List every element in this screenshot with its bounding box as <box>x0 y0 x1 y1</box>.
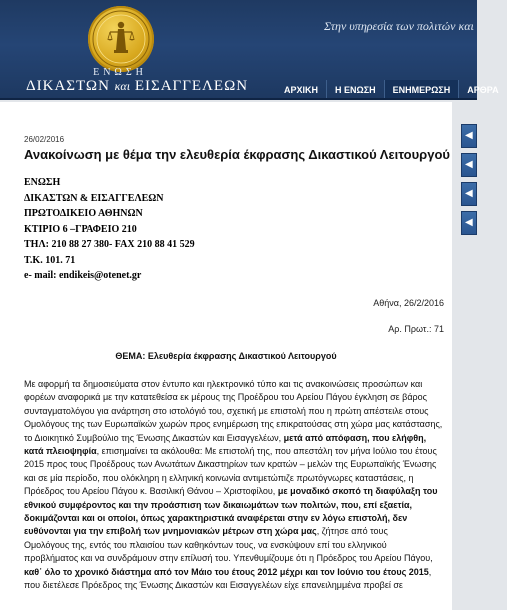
body-bold-text: εθνικού συμφέροντος και την προάσπιση των δικαιωμάτων των πολιτών, που, επί εξαετία, <box>24 499 413 510</box>
article-panel <box>0 102 452 610</box>
body-line <box>24 512 424 525</box>
body-line <box>24 525 424 538</box>
body-text-segment: φορέων αναφορικά με την κατατεθείσα εκ μέρους της Προέδρου του Αρείου Πάγου έγκληση σε βάρος <box>24 392 428 403</box>
place-date: Αθήνα, 26/2/2016 <box>373 298 444 308</box>
address-line: ΤΗΛ: 210 88 27 380- FAX 210 88 41 529 <box>24 239 195 250</box>
body-text-segment: συνταγματολόγου για ανάρτηση στο ιστολόγιό του, σχετική με επιστολή που η πρώτη απέστειλε στους <box>24 405 429 416</box>
sender-address <box>24 175 424 284</box>
body-bold-text: ευθύνονται για την επιβολή των μνημονιακών μέτρων στη χώρα μας <box>24 526 317 537</box>
body-text-segment: , ζήτησε από τους <box>316 526 388 537</box>
share-icon: ◀ <box>465 159 473 170</box>
brand-title[interactable] <box>26 78 249 95</box>
nav-item-articles[interactable]: ΑΡΘΡΑ <box>458 80 506 100</box>
side-tab-button[interactable] <box>461 211 477 235</box>
body-bold-text: καθ᾽ όλο το χρονικό διάστημα από τον Μάιο του έτους 2012 μέχρι και τον Ιούνιο του έτους 2015 <box>24 566 429 577</box>
side-tab-button[interactable] <box>461 153 477 177</box>
body-text-segment: Πρόεδρος του Αρείου Πάγου κ. Βασιλική Θάνου – Χριστοφίλου, <box>24 486 278 497</box>
body-line <box>24 418 443 431</box>
address-line: ΠΡΩΤΟΔΙΚΕΙΟ ΑΘΗΝΩΝ <box>24 208 143 219</box>
body-text-segment: , επισημαίνει τα ακόλουθα: Με επιστολή της, που απεστάλη τον μήνα Ιούλιο του έτους <box>96 446 437 457</box>
seal-logo-icon[interactable] <box>88 6 154 72</box>
share-icon: ◀ <box>465 130 473 141</box>
address-line: ΕΝΩΣΗ <box>24 177 61 188</box>
address-line: Τ.Κ. 101. 71 <box>24 254 76 266</box>
body-line <box>24 472 424 485</box>
body-line <box>24 378 424 391</box>
body-text-segment: , <box>428 566 432 577</box>
brand-title-part1: ΔΙΚΑΣΤΩΝ <box>26 78 110 94</box>
address-line: ΔΙΚΑΣΤΩΝ & ΕΙΣΑΓΓΕΛΕΩΝ <box>24 192 164 204</box>
body-bold-text: με μοναδικό σκοπό τη διαφύλαξη του <box>277 486 438 497</box>
body-line <box>24 391 428 404</box>
site-tagline: Στην υπηρεσία των πολιτών και <box>324 19 474 33</box>
brand-title-and: και <box>114 79 131 93</box>
body-line <box>24 458 437 471</box>
body-text-segment: που διετέλεσε Πρόεδρος της Ένωσης Δικαστών και Εισαγγελέων είχε επανειλημμένα προβεί σε <box>24 580 403 591</box>
article-body <box>24 378 443 593</box>
protocol-number: Αρ. Πρωτ.: 71 <box>388 324 444 334</box>
nav-item-union[interactable]: Η ΕΝΩΣΗ <box>326 80 384 100</box>
side-tab-button[interactable] <box>461 182 477 206</box>
side-tab-button[interactable] <box>461 124 477 148</box>
article-date: 26/02/2016 <box>24 135 65 144</box>
body-text-segment: Ομολόγους της, εντός του πλαισίου των καθηκόντων τους, να ενσκύψουν επί του ελληνικού <box>24 539 387 550</box>
nav-item-news[interactable]: ΕΝΗΜΕΡΩΣΗ <box>384 80 459 100</box>
brand-subtitle: ΕΝΩΣΗ <box>93 67 147 78</box>
body-line <box>24 445 437 458</box>
body-bold-text: μετά από απόφαση, που ελήφθη, <box>283 432 427 443</box>
main-nav <box>276 80 507 100</box>
body-line <box>24 579 424 592</box>
body-text-segment: Ομολόγους της των Ευρωπαϊκών χωρών προς ενημέρωση της επικρατούσας στη χώρα μας κατάστασης, <box>24 419 443 430</box>
site-header <box>0 0 499 100</box>
address-line: ΚΤΙΡΙΟ 6 –ΓΡΑΦΕΙΟ 210 <box>24 223 137 235</box>
letter-subject: ΘΕΜΑ: Ελευθερία έκφρασης Δικαστικού Λειτουργού <box>115 351 337 361</box>
body-line <box>24 485 438 498</box>
body-bold-text: δοκιμάζονται και οι οποίοι, όπως χαρακτηριστικά αναφέρεται στην εν λόγω επιστολή, δεν <box>24 513 408 524</box>
body-line <box>24 566 432 579</box>
body-text-segment: το Διοικητικό Συμβούλιο της Ένωσης Δικαστών και Εισαγγελέων, <box>24 432 284 443</box>
body-line <box>24 432 427 445</box>
address-email: e- mail: endikeis@otenet.gr <box>24 270 142 281</box>
body-text-segment: και σε μία περίοδο, που ολόκληρη η ελληνική κοινωνία αντιμετώπιζε πρωτόγνωρες καταστάσεις, η <box>24 472 414 483</box>
body-line <box>24 405 429 418</box>
body-text-segment: προβλήματος και να συνδράμουν στην επίλυσή του. Υπενθυμίζουμε ότι η Πρόεδρος του Αρείου Πάγου, <box>24 553 433 564</box>
share-icon: ◀ <box>465 188 473 199</box>
body-text-segment: 2015 προς τους Προέδρους των Ανωτάτων Δικαστηρίων των κρατών – μελών της Ευρωπαϊκής Ένωσης <box>24 459 437 470</box>
article-title[interactable]: Ανακοίνωση με θέμα την ελευθερία έκφρασης Δικαστικού Λειτουργού <box>24 147 450 162</box>
body-line <box>24 539 424 552</box>
share-icon: ◀ <box>465 217 473 228</box>
body-bold-text: κατά πλειοψηφία <box>24 446 97 457</box>
body-text-segment: Με αφορμή τα δημοσιεύματα στον έντυπο και ηλεκτρονικό τύπο και τις ανακοινώσεις προσώπων και <box>24 379 423 389</box>
body-line <box>24 499 424 512</box>
brand-title-part2: ΕΙΣΑΓΓΕΛΕΩΝ <box>134 78 249 94</box>
body-line <box>24 552 433 565</box>
nav-item-home[interactable]: ΑΡΧΙΚΗ <box>284 85 319 95</box>
